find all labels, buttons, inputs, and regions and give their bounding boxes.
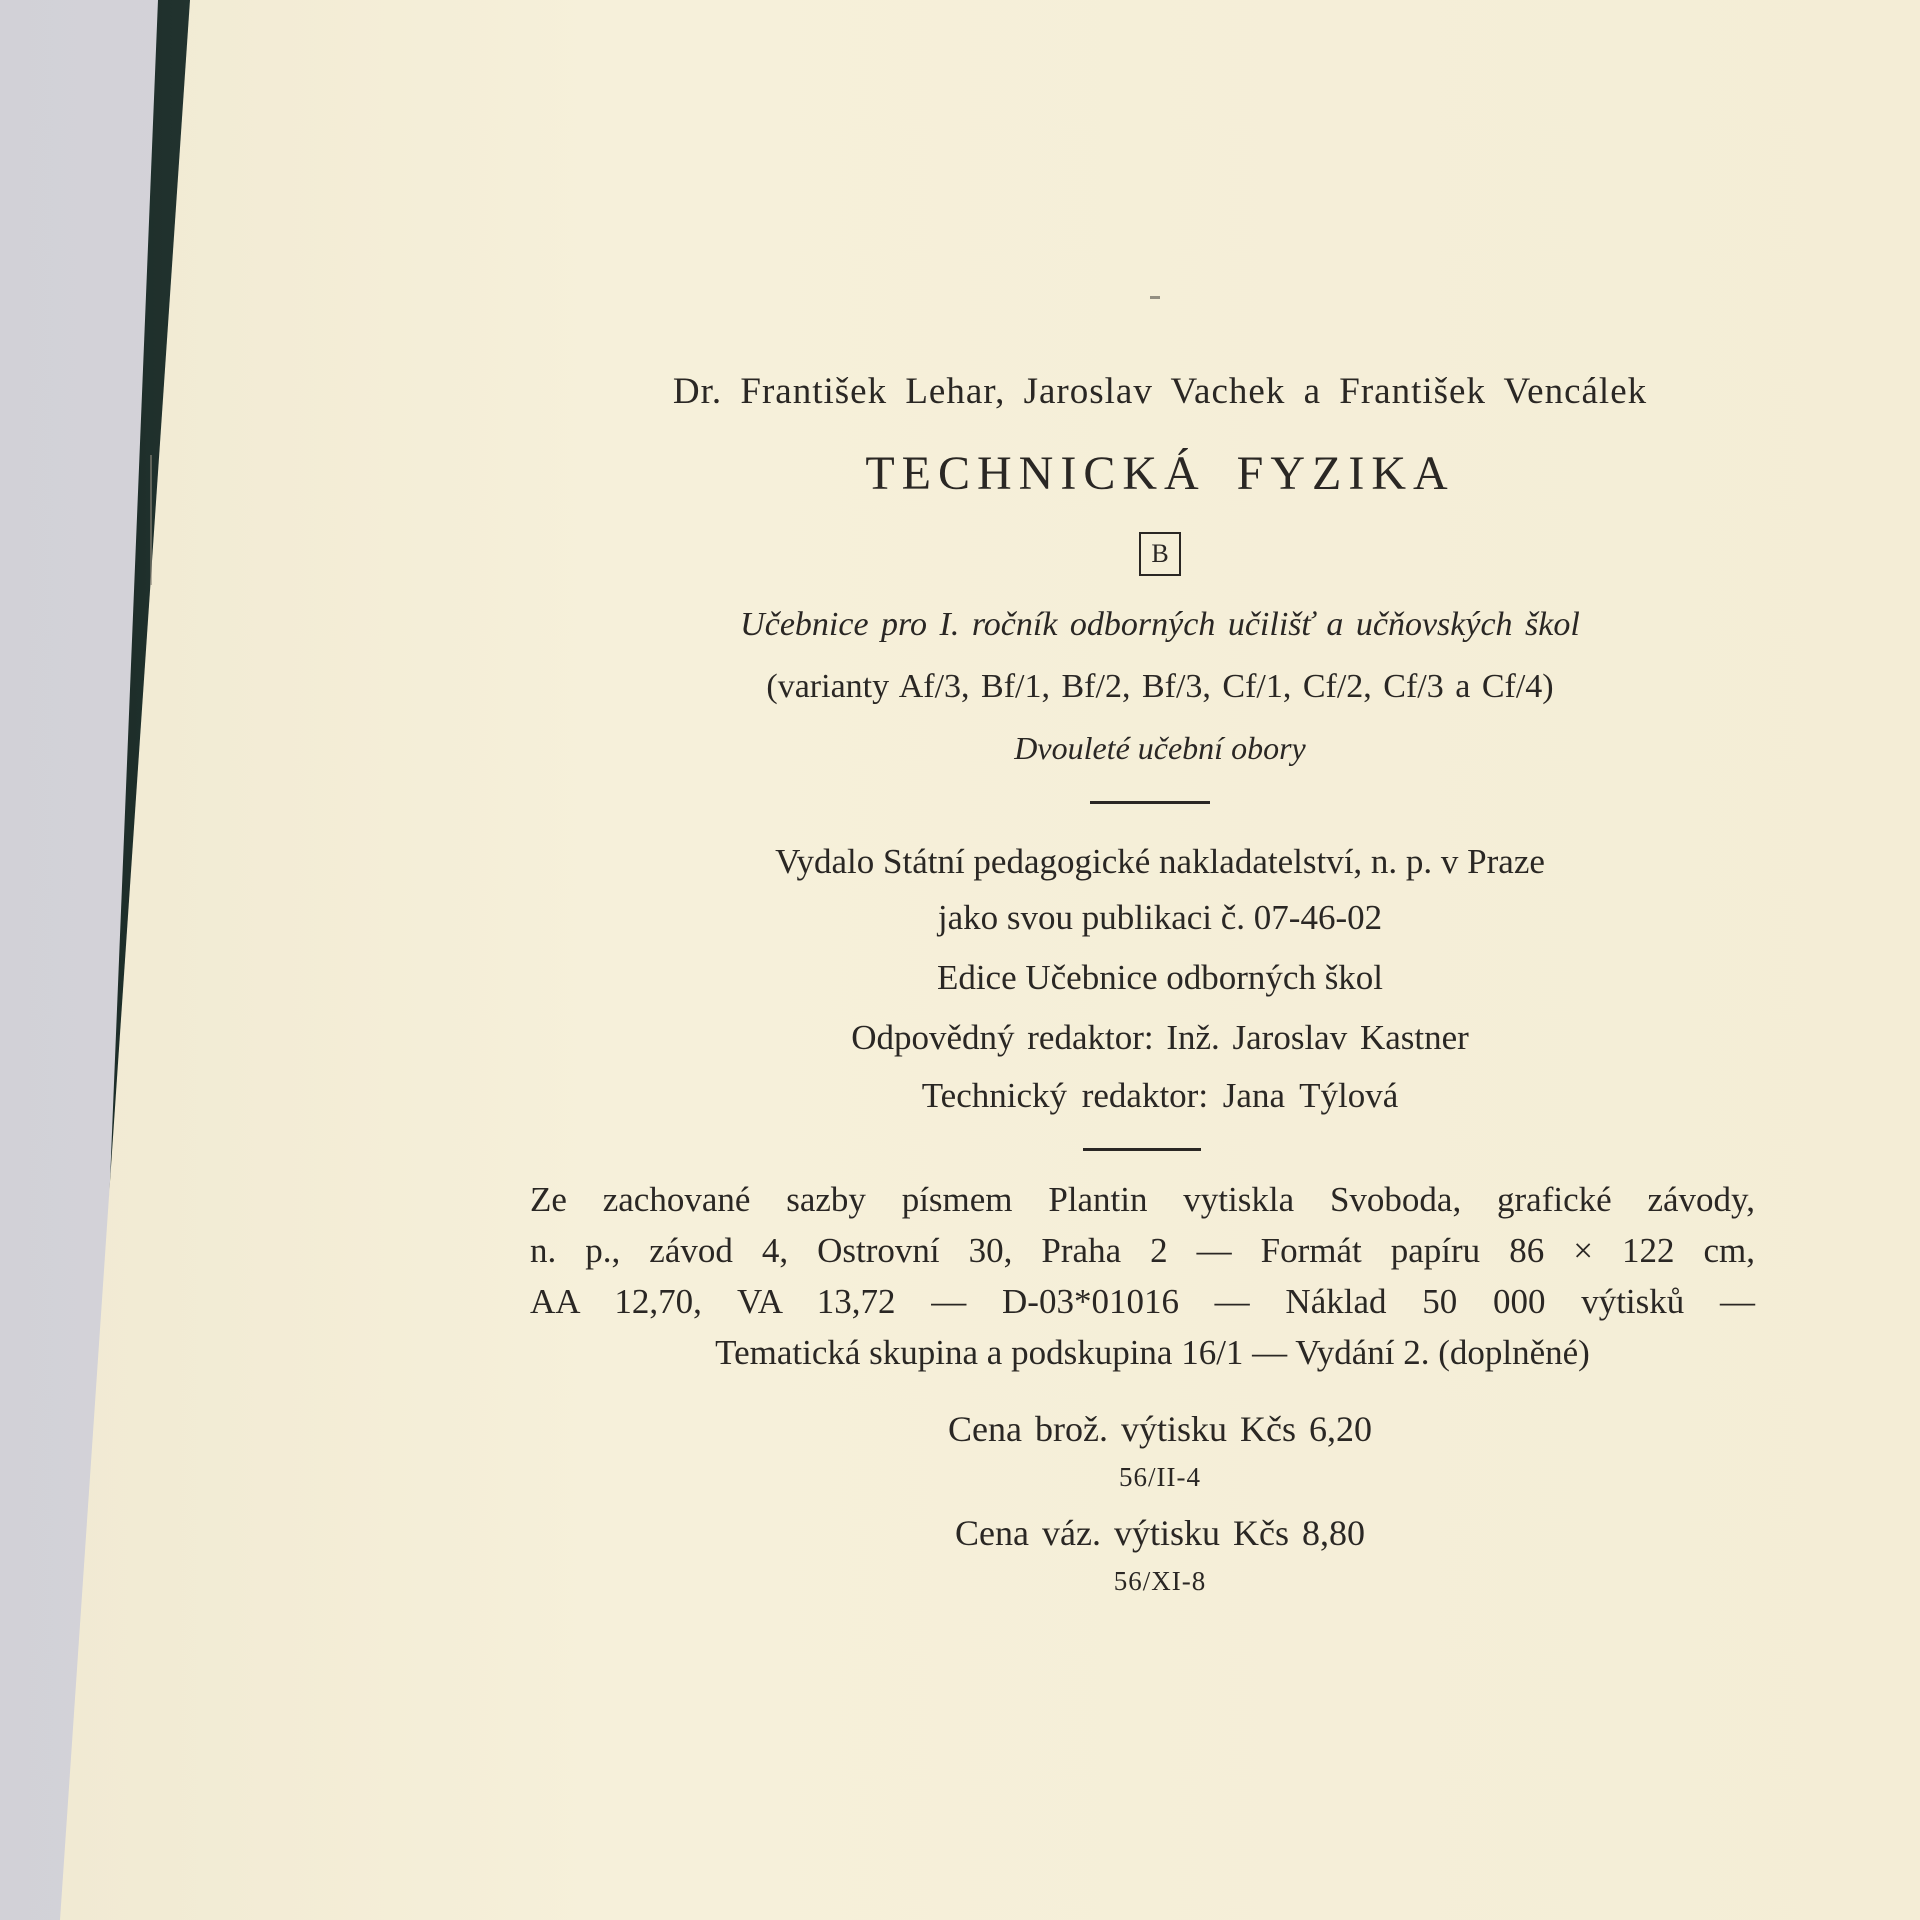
- authors: Dr. František Lehar, Jaroslav Vachek a František Vencálek: [672, 371, 1648, 412]
- divider-rule: [1090, 801, 1210, 804]
- publisher-line: Vydalo Státní pedagogické nakladatelství, n. p. v Praze: [775, 842, 1545, 881]
- code-paperback: 56/II-4: [1119, 1462, 1201, 1492]
- imprint-line: AA 12,70, VA 13,72 — D-03*01016 — Náklad 50 000 výtisků —: [530, 1282, 1755, 1321]
- study-fields: Dvouleté učební obory: [1014, 730, 1306, 766]
- price-paperback: Cena brož. výtisku Kčs 6,20: [948, 1409, 1372, 1449]
- series-badge: B: [1139, 532, 1180, 576]
- technical-editor: Technický redaktor: Jana Týlová: [921, 1076, 1399, 1115]
- imprint-block: [530, 1174, 1755, 1378]
- imprint-line: Tematická skupina a podskupina 16/1 — Vydání 2. (doplněné): [715, 1333, 1590, 1372]
- edition-line: Edice Učebnice odborných škol: [936, 958, 1384, 997]
- variants-line: (varianty Af/3, Bf/1, Bf/2, Bf/3, Cf/1, Cf/2, Cf/3 a Cf/4): [766, 668, 1554, 705]
- divider-rule: [1083, 1148, 1201, 1151]
- book-title: TECHNICKÁ FYZIKA: [865, 447, 1455, 500]
- print-mark: [1150, 296, 1160, 299]
- imprint-line: n. p., závod 4, Ostrovní 30, Praha 2 — Formát papíru 86 × 122 cm,: [530, 1231, 1755, 1270]
- code-bound: 56/XI-8: [1113, 1566, 1207, 1596]
- book-subtitle: Učebnice pro I. ročník odborných učilišť a učňovských škol: [740, 606, 1580, 643]
- imprint-line: Ze zachované sazby písmem Plantin vytiskla Svoboda, grafické závody,: [530, 1180, 1755, 1219]
- responsible-editor: Odpovědný redaktor: Inž. Jaroslav Kastner: [851, 1018, 1469, 1057]
- series-badge-wrap: [460, 532, 1860, 576]
- page-tab-mark: [150, 455, 202, 585]
- publication-number: jako svou publikaci č. 07-46-02: [937, 898, 1383, 937]
- price-bound: Cena váz. výtisku Kčs 8,80: [955, 1513, 1365, 1553]
